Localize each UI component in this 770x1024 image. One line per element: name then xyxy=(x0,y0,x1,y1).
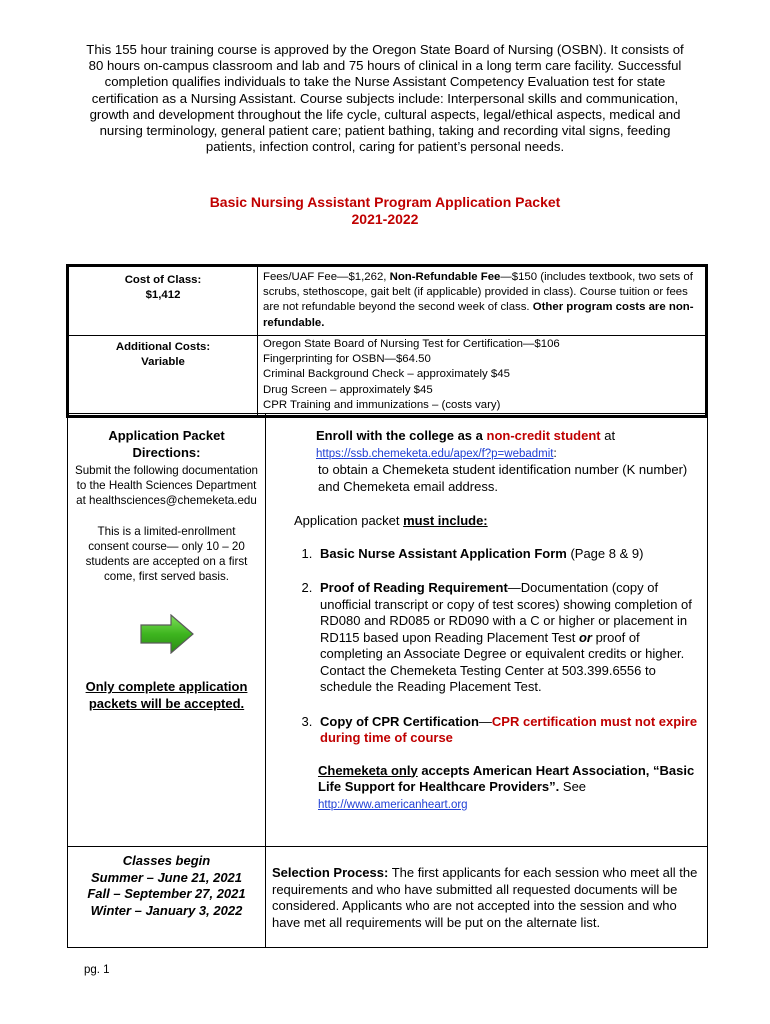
packet-must-include xyxy=(288,513,701,530)
cost-of-class-row xyxy=(68,266,707,336)
requirement-1-detail: (Page 8 & 9) xyxy=(566,545,644,561)
directions-row xyxy=(68,414,708,847)
requirement-3-dash: — xyxy=(478,713,492,729)
requirement-1-title: Basic Nurse Assistant Application Form xyxy=(320,545,567,561)
winter-start: Winter – January 3, 2022 xyxy=(90,902,243,918)
non-credit-student-text: non-credit student xyxy=(486,428,601,443)
classes-begin-cell xyxy=(68,847,266,948)
classes-begin-title: Classes begin xyxy=(122,853,211,868)
aha-text: accepts American Heart Association, “Basic Life Support for Healthcare Providers”. xyxy=(318,762,695,794)
application-table xyxy=(67,413,708,948)
directions-title xyxy=(68,428,265,461)
costs-table xyxy=(66,264,708,418)
fall-start: Fall – September 27, 2021 xyxy=(87,886,246,901)
cost-of-class-label: Cost of Class: xyxy=(124,274,202,286)
requirement-reading xyxy=(316,580,701,696)
complete-packets-note: Only complete application packets will be accepted. xyxy=(85,679,248,712)
packet-year: 2021-2022 xyxy=(351,211,419,227)
classes-row xyxy=(68,847,708,948)
aha-note xyxy=(288,763,701,814)
aha-see: See xyxy=(559,779,587,794)
webadmit-link[interactable]: https://ssb.chemeketa.edu/apex/f?p=webadmit xyxy=(316,447,554,460)
requirement-2-or: or xyxy=(578,629,592,645)
requirement-cpr xyxy=(316,714,701,747)
enroll-instructions xyxy=(288,428,701,495)
requirement-application-form xyxy=(316,546,701,563)
fees-text-1: Fees/UAF Fee—$1,262, xyxy=(263,271,390,283)
directions-title-line1: Application Packet xyxy=(108,428,225,443)
submit-instructions: Submit the following documentation to the Health Sciences Department at healthsciences@chemeketa.edu xyxy=(74,464,259,508)
cost-item: Fingerprinting for OSBN—$64.50 xyxy=(263,353,431,366)
chemeketa-only-text: Chemeketa only xyxy=(318,762,418,778)
requirements-cell xyxy=(266,414,708,847)
right-arrow-icon xyxy=(140,614,194,654)
summer-start: Summer – June 21, 2021 xyxy=(90,869,243,885)
enroll-label: Enroll with the college as a xyxy=(316,428,487,443)
non-refundable-fee-label: Non-Refundable Fee xyxy=(389,271,501,283)
cost-of-class-cell xyxy=(68,266,258,336)
requirement-3-title: Copy of CPR Certification xyxy=(320,713,479,729)
requirement-2-detail-a: —Documentation (copy of unofficial transcript or copy of test scores) showing completion of RD080 and RD085 or RD090 with a C or higher or placement in RD115 based upon Reading Placement Test xyxy=(320,580,692,645)
fees-cell xyxy=(258,266,707,336)
cost-item: CPR Training and immunizations – (costs vary) xyxy=(263,398,501,411)
fees-text-2: —$150 (includes textbook, two sets of scrubs, stethoscope, gait belt (if applicable) provided in class). Course tuition or fees are not refundable beyond the second week of class. xyxy=(263,271,693,314)
limited-enrollment-note: This is a limited-enrollment consent course— only 10 – 20 students are accepted on a first come, first served basis. xyxy=(85,524,248,584)
must-include-bold: must include: xyxy=(403,513,488,528)
additional-costs-cell xyxy=(68,336,258,417)
link-colon: : xyxy=(553,447,557,460)
selection-process-label: Selection Process: xyxy=(272,865,389,880)
additional-costs-row xyxy=(68,336,707,417)
directions-cell xyxy=(68,414,266,847)
selection-process-cell xyxy=(266,847,708,948)
page-number: pg. 1 xyxy=(84,964,110,976)
requirement-2-detail-b: proof of completing an Associate Degree or equivalent credits or higher. Contact the Chemeketa Testing Center at 503.399.6556 to schedule the Reading Placement Test. xyxy=(320,629,685,694)
cost-of-class-amount: $1,412 xyxy=(145,289,181,302)
additional-costs-list xyxy=(258,336,707,417)
cost-item: Drug Screen – approximately $45 xyxy=(263,383,433,396)
non-refundable-note: Other program costs are non-refundable. xyxy=(263,301,694,329)
enroll-purpose: to obtain a Chemeketa student identification number (K number) and Chemeketa email address. xyxy=(318,462,688,494)
cost-item: Criminal Background Check – approximately $45 xyxy=(263,368,510,381)
enroll-at: at xyxy=(600,428,616,443)
additional-costs-value: Variable xyxy=(141,356,185,369)
additional-costs-label: Additional Costs: xyxy=(115,341,211,353)
must-include-prefix: Application packet xyxy=(294,513,404,528)
intro-paragraph: This 155 hour training course is approved by the Oregon State Board of Nursing (OSBN). It consists of 80 hours on-campus classroom and lab and 75 hours of clinical in a long term care facility. Successful completion qualifies individuals to take the Nurse Assistant Competency Evaluation test for state certification as a Nursing Assistant. Course subjects include: Interpersonal skills and communication, growth and development throughout the life cycle, cultural aspects, legal/ethical aspects, medical and nursing terminology, general patient care; patient bathing, taking and recording vital signs, feeding patients, infection control, caring for patient’s personal needs. xyxy=(86,42,684,155)
packet-title: Basic Nursing Assistant Program Application Packet xyxy=(209,194,561,210)
selection-process-text: The first applicants for each session who meet all the requirements and who have submitted all requested documents will be considered. Applicants who are not accepted into the session and who have met all requirements will be put on the alternate list. xyxy=(272,865,698,930)
cpr-expire-warning: CPR certification must not expire during time of course xyxy=(320,713,698,745)
requirement-2-title: Proof of Reading Requirement xyxy=(320,580,508,595)
directions-title-line2: Directions: xyxy=(132,444,201,460)
requirements-list xyxy=(288,546,701,747)
american-heart-link[interactable]: http://www.americanheart.org xyxy=(318,798,468,811)
cost-item: Oregon State Board of Nursing Test for Certification—$106 xyxy=(263,338,560,350)
